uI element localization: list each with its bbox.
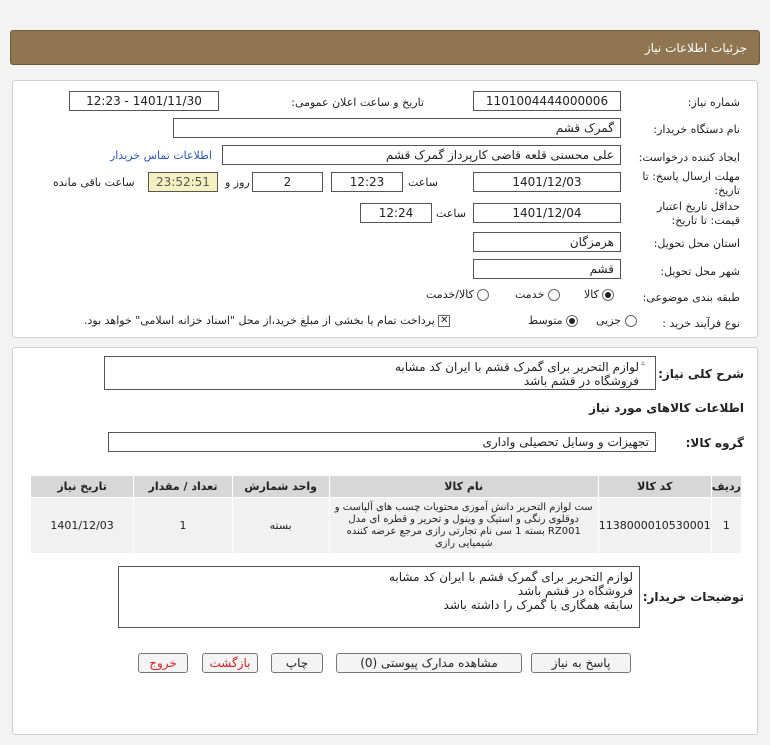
creator-label: ایجاد کننده درخواست: [638,151,740,164]
category-label: طبقه بندی موضوعی: [642,291,740,304]
city-field: قشم [473,259,621,279]
cell-qty: 1 [134,498,233,554]
cell-row: 1 [711,498,741,554]
goods-section-title: اطلاعات کالاهای مورد نیاز [589,401,744,415]
view-documents-button[interactable]: مشاهده مدارک پیوستی (0) [336,653,522,673]
reply-button[interactable]: پاسخ به نیاز [531,653,631,673]
goods-group-field: تجهیزات و وسایل تحصیلی واداری [108,432,656,452]
city-label: شهر محل تحویل: [660,265,740,278]
buyer-org-field: گمرک قشم [173,118,621,138]
radio-selected-icon [566,315,578,327]
need-number-field: 1101004444000006 [473,91,621,111]
province-label: استان محل تحویل: [653,237,740,250]
col-date: تاریخ نیاز [31,476,134,498]
days-field: 2 [252,172,323,192]
province-field: هرمزگان [473,232,621,252]
summary-label: شرح کلی نیاز: [658,367,744,381]
contact-info-link[interactable]: اطلاعات تماس خریدار [110,149,212,162]
need-number-label: شماره نیاز: [687,96,740,109]
radio-icon [625,315,637,327]
validity-date-field: 1401/12/04 [473,203,621,223]
category-option-service[interactable]: خدمت [515,288,560,301]
exit-button[interactable]: خروج [138,653,188,673]
col-unit: واحد شمارش [232,476,329,498]
col-row: ردیف [711,476,741,498]
announce-field: 1401/11/30 - 12:23 [69,91,219,111]
process-label: نوع فرآیند خرید : [662,317,740,330]
reply-date-field: 1401/12/03 [473,172,621,192]
checkbox-icon: ✕ [440,315,449,326]
col-qty: تعداد / مقدار [134,476,233,498]
process-option-minor[interactable]: جزیی [596,314,637,327]
table-row[interactable] [31,498,742,554]
remaining-label: ساعت باقی مانده [53,176,135,189]
col-code: کد کالا [598,476,711,498]
remaining-time-field: 23:52:51 [148,172,218,192]
table-header-row [31,476,742,498]
cell-unit: بسته [232,498,329,554]
page-title-bar [10,30,760,65]
announce-label: تاریخ و ساعت اعلان عمومی: [291,96,424,109]
goods-table [30,475,742,554]
creator-field: علی محسنی قلعه قاضی کارپرداز گمرک قشم [222,145,621,165]
back-button[interactable]: بازگشت [202,653,258,673]
category-option-goods[interactable]: کالا [584,288,614,301]
radio-selected-icon [602,289,614,301]
cell-code: 1138000010530001 [598,498,711,554]
buyer-notes-label: توضیحات خریدار: [642,590,744,604]
days-label: روز و [225,176,250,189]
goods-group-label: گروه کالا: [685,436,744,450]
reply-time-field: 12:23 [331,172,403,192]
col-name: نام کالا [329,476,598,498]
category-option-both[interactable]: کالا/خدمت [426,288,489,301]
buyer-org-label: نام دستگاه خریدار: [653,123,740,136]
cell-date: 1401/12/03 [31,498,134,554]
summary-field: لوازم التحریر برای گمرک قشم با ایران کد مشابه فروشگاه در قشم باشد [104,356,656,390]
validity-time-label: ساعت [436,207,466,220]
reply-time-label: ساعت [408,176,438,189]
page-title: جزئیات اطلاعات نیاز [644,41,747,55]
radio-icon [477,289,489,301]
resize-icon: ▵ [641,358,646,367]
reply-deadline-label: مهلت ارسال پاسخ: تا تاریخ: [642,170,740,197]
cell-name: ست لوازم التحریر دانش آموزی محتویات چسب های آلپاست و دوقلوی رنگی و استیک و وینول و تحریر و قطره ای مدل RZ001 بسته 1 سی نام تجارتی رازی مرجع عرضه کننده شیمیایی رازی [329,498,598,554]
radio-icon [548,289,560,301]
process-option-medium[interactable]: متوسط [528,314,578,327]
validity-time-field: 12:24 [360,203,432,223]
buyer-notes-field: لوازم التحریر برای گمرک قشم با ایران کد مشابه فروشگاه در قشم باشد سابقه همگاری با گمرک را داشته باشد [118,566,640,628]
print-button[interactable]: چاپ [271,653,323,673]
payment-note[interactable]: ✕ پرداخت تمام یا بخشی از مبلغ خرید،از محل "اسناد خزانه اسلامی" خواهد بود. [84,314,449,327]
validity-label: حداقل تاریخ اعتبار قیمت: تا تاریخ: [656,200,740,227]
